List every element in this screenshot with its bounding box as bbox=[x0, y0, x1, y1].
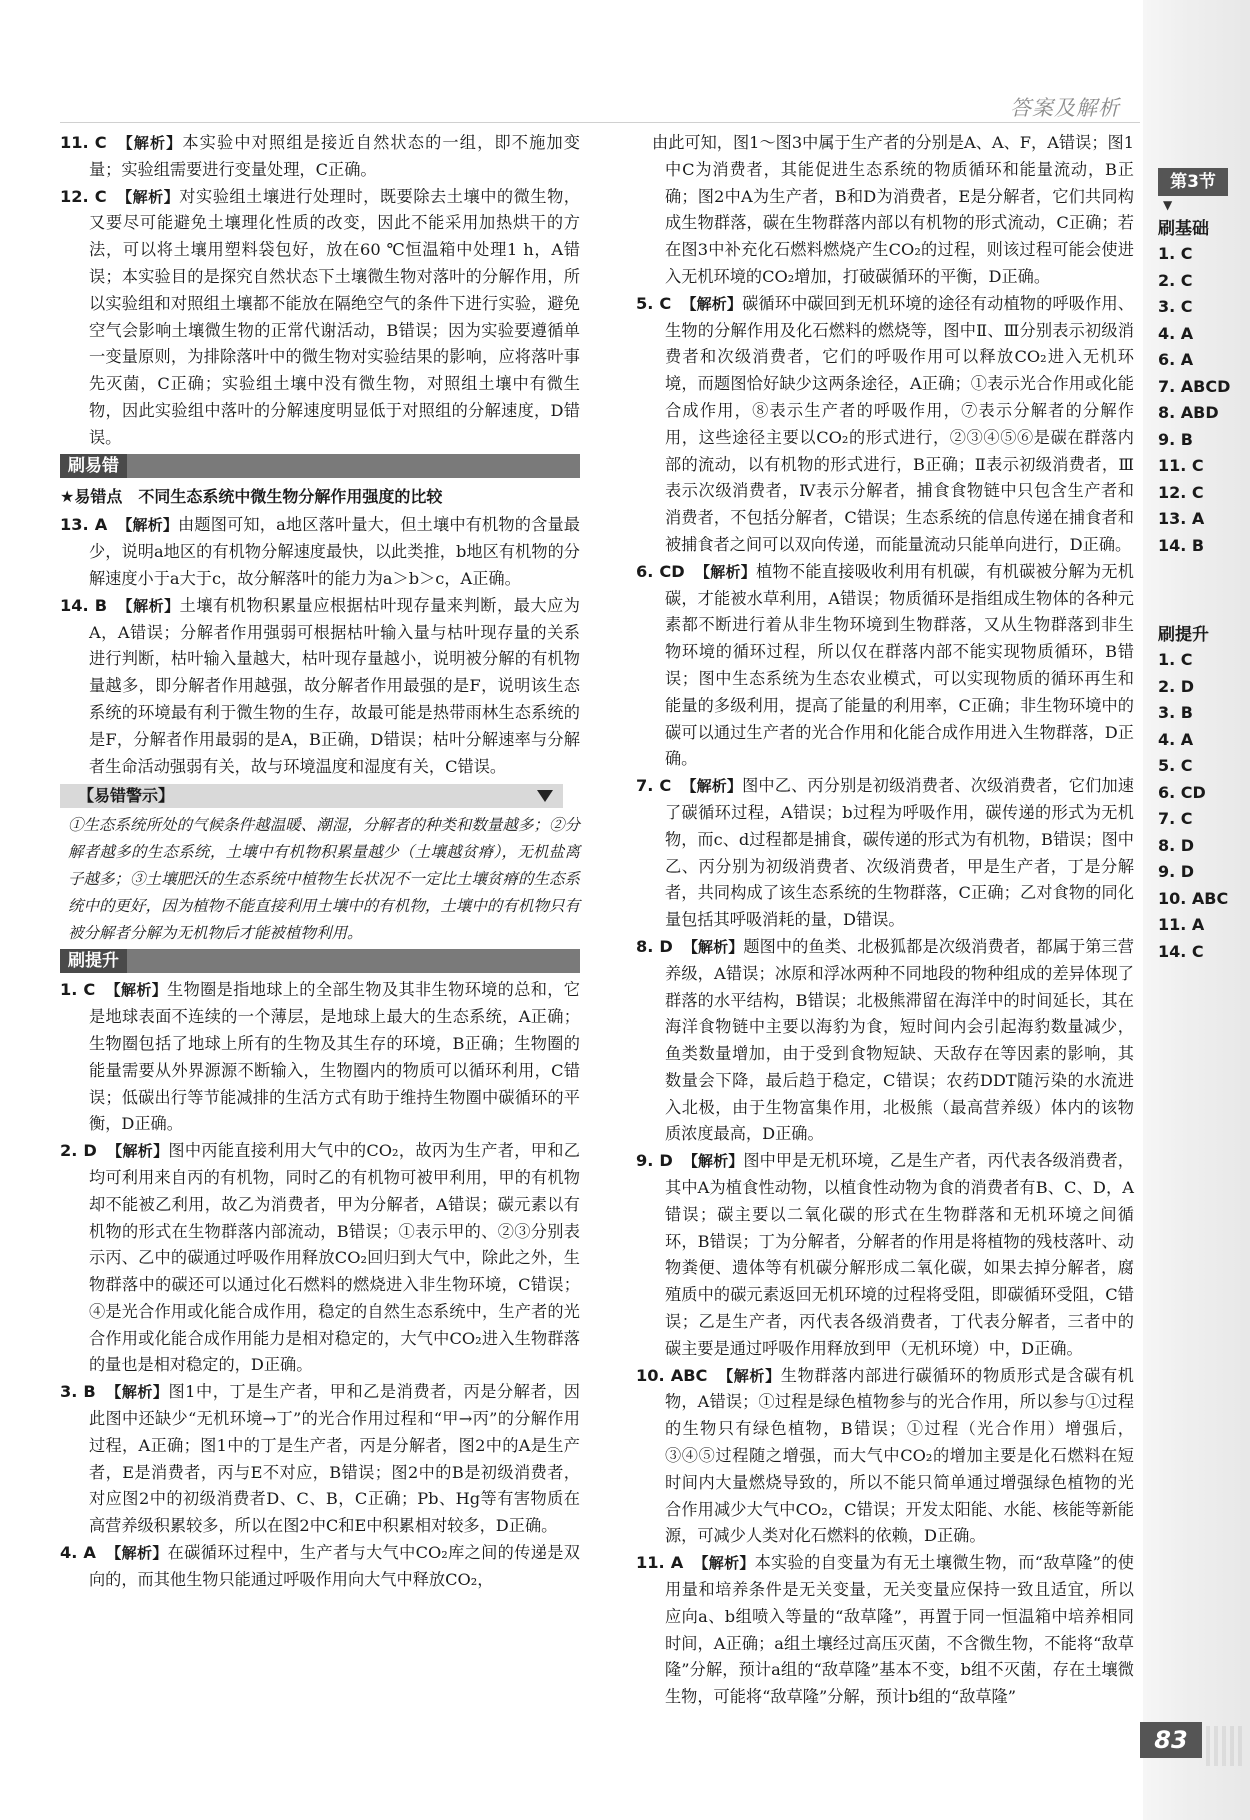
sidebar-answer: 13. A bbox=[1158, 509, 1205, 528]
item-number: 1. bbox=[60, 980, 78, 1000]
answer-item bbox=[636, 773, 1134, 934]
right-items bbox=[636, 130, 1134, 1711]
improve-items bbox=[60, 977, 580, 1593]
item-text: 由此可知，图1～图3中属于生产者的分别是A、A、F，A错误；图1中C为消费者，其能促进生态系统的物质循环和能量流动，B正确；图2中A为生产者，B和D为消费者，E是分解者，它们共同构成生物群落，碳在生物群落内部以有机物的形式流动，C正确；若在图3中补充化石燃料燃烧产生CO₂的过程，则该过程可能会使进入无机环境的CO₂增加，打破碳循环的平衡，D正确。 bbox=[652, 133, 1134, 286]
sidebar-answer: 9. D bbox=[1158, 862, 1195, 881]
item-answer: A bbox=[83, 1543, 96, 1563]
item-answer: A bbox=[94, 515, 108, 535]
item-text: 由题图可知，a地区落叶量大，但土壤中有机物的含量最少，说明a地区的有机物分解速度最快，以此类推，b地区有机物的分解速度小于a大于c，故分解落叶的能力为a＞b＞c，A正确。 bbox=[89, 515, 580, 588]
easy-error-items bbox=[60, 512, 580, 780]
sidebar-answer: 7. C bbox=[1158, 809, 1193, 828]
warning-text: ①生态系统所处的气候条件越温暖、潮湿，分解者的种类和数量越多；②分解者越多的生态系统，土壤中有机物积累量越少（土壤越贫瘠），无机盐离子越多；③土壤肥沃的生态系统中植物生长状况不一定比土壤贫瘠的生态系统中的更好，因为植物不能直接利用土壤中的有机物，土壤中的有机物只有被分解者分解为无机物后才能被植物利用。 bbox=[68, 816, 580, 943]
warning-title: 【易错警示】 bbox=[78, 786, 175, 806]
item-tag: 【解析】 bbox=[105, 981, 168, 1000]
item-text: 碳循环中碳回到无机环境的途径有动植物的呼吸作用、生物的分解作用及化石燃料的燃烧等，图中Ⅱ、Ⅲ分别表示初级消费者和次级消费者，它们的呼吸作用可以释放CO₂进入无机环境，而题图恰好缺少这两条途径，A正确；①表示光合作用或化能合成作用，⑧表示生产者的呼吸作用，⑦表示分解者的分解作用，这些途径主要以CO₂的形式进行，②③④⑤⑥是碳在群落内部的流动，以有机物的形式进行，B正确；Ⅱ表示初级消费者，Ⅲ表示次级消费者，Ⅳ表示分解者，捕食食物链中只包含生产者和消费者，不包括分解者，C错误；生态系统的信息传递在捕食者和被捕食者之间可以双向传递，而能量流动只能单向进行，D正确。 bbox=[665, 293, 1134, 554]
sidebar-answer: 1. C bbox=[1158, 244, 1193, 263]
answer-item bbox=[636, 934, 1134, 1148]
sidebar-improve-title: 刷提升 bbox=[1158, 625, 1209, 645]
answer-item bbox=[636, 1550, 1134, 1711]
item-answer: B bbox=[94, 595, 108, 615]
sidebar-answer: 6. A bbox=[1158, 350, 1194, 369]
sidebar-answer: 3. C bbox=[1158, 297, 1193, 316]
item-number: 11. bbox=[636, 1553, 665, 1573]
sidebar-basic-group bbox=[1158, 214, 1230, 559]
answer-item bbox=[60, 184, 580, 452]
item-number: 12. bbox=[60, 186, 89, 206]
item-tag: 【解析】 bbox=[105, 1544, 168, 1563]
item-number: 2. bbox=[60, 1141, 78, 1161]
answer-item bbox=[60, 1138, 580, 1379]
item-tag: 【解析】 bbox=[682, 937, 744, 956]
sidebar-answer: 3. B bbox=[1158, 703, 1193, 722]
sidebar-answer: 11. C bbox=[1158, 456, 1204, 475]
warning-bar bbox=[60, 784, 563, 808]
item-number: 13. bbox=[60, 515, 89, 535]
item-tag: 【解析】 bbox=[106, 1142, 169, 1161]
item-text: 对实验组土壤进行处理时，既要除去土壤中的微生物，又要尽可能避免土壤理化性质的改变，因此不能采用加热烘干的方法，可以将土壤用塑料袋包好，放在60 ℃恒温箱中处理1 h，A错误；本实验目的是探究自然状态下土壤微生物对落叶的分解作用，所以实验组和对照组土壤都不能放在隔绝空气的条件下进行实验，避免空气会影响土壤微生物的正常代谢活动，B错误；因为实验要遵循单一变量原则，为排除落叶中的微生物对实验结果的影响，应将落叶事先灭菌，C正确；实验组土壤中没有微生物，对照组土壤中有微生物，因此实验组中落叶的分解速度明显低于对照组的分解速度，D错误。 bbox=[89, 186, 580, 447]
item-text: 土壤有机物积累量应根据枯叶现存量来判断，最大应为A，A错误；分解者作用强弱可根据枯叶输入量与枯叶现存量的关系进行判断，枯叶输入量越大，枯叶现存量越小，说明被分解的有机物量越多，即分解者作用越强，故分解者作用最强的是F，说明该生态系统的环境最有利于微生物的生存，故最可能是热带雨林生态系统的是F，分解者作用最弱的是A，B正确，D错误；枯叶分解速率与分解者生命活动强弱有关，故与环境温度和湿度有关，C错误。 bbox=[89, 595, 580, 776]
sidebar-answer: 7. ABCD bbox=[1158, 376, 1231, 396]
item-text: 本实验的自变量为有无土壤微生物，而“敌草隆”的使用量和培养条件是无关变量，无关变量应保持一致且适宜，所以应向a、b组喷入等量的“敌草隆”，再置于同一恒温箱中培养相同时间，A正确；a组土壤经过高压灭菌，不含微生物，不能将“敌草隆”分解，预计a组的“敌草隆”基本不变，b组不灭菌，存在土壤微生物，可能将“敌草隆”分解，预计b组的“敌草隆” bbox=[665, 1553, 1134, 1707]
sidebar-answer: 8. D bbox=[1158, 835, 1195, 855]
item-answer: C bbox=[94, 186, 107, 206]
section-improve bbox=[60, 949, 580, 973]
sidebar-answer: 8. ABD bbox=[1158, 403, 1219, 422]
answer-item bbox=[60, 977, 580, 1138]
answer-item bbox=[636, 291, 1134, 559]
answer-item bbox=[60, 130, 580, 184]
item-tag: 【解析】 bbox=[117, 516, 179, 535]
triangle-down-icon bbox=[537, 790, 553, 802]
sidebar-answer: 2. C bbox=[1158, 270, 1193, 290]
sidebar-answer: 9. B bbox=[1158, 429, 1193, 449]
sidebar-answer: 11. A bbox=[1158, 915, 1205, 934]
item-number: 14. bbox=[60, 595, 89, 615]
sidebar-answer: 2. D bbox=[1158, 676, 1195, 696]
item-tag: 【解析】 bbox=[105, 1383, 169, 1402]
item-tag: 【解析】 bbox=[117, 596, 180, 615]
answer-item bbox=[60, 512, 580, 592]
item-number: 4. bbox=[60, 1543, 78, 1563]
left-top-items bbox=[60, 130, 580, 452]
answer-item bbox=[636, 1363, 1134, 1551]
item-text: 题图中的鱼类、北极狐都是次级消费者，都属于第三营养级，A错误；冰原和浮冰两种不同地段的物种组成的差异体现了群落的水平结构，B错误；北极熊滞留在海洋中的时间延长，其在海洋食物链中主要以海豹为食，短时间内会引起海豹数量减少，鱼类数量增加，由于受到食物短缺、天敌存在等因素的影响，其数量会下降，最后趋于稳定，C错误；农药DDT随污染的水流进入北极，由于生物富集作用，北极熊（最高营养级）体内的该物质浓度最高，D正确。 bbox=[665, 936, 1134, 1144]
item-number: 10. bbox=[636, 1365, 665, 1385]
item-answer: A bbox=[670, 1553, 684, 1573]
item-answer: D bbox=[659, 1151, 673, 1171]
item-number: 11. bbox=[60, 133, 89, 152]
item-tag: 【解析】 bbox=[116, 187, 180, 206]
item-tag: 【解析】 bbox=[681, 777, 743, 796]
answer-item bbox=[60, 593, 580, 781]
item-tag: 【解析】 bbox=[682, 1152, 744, 1171]
item-answer: CD bbox=[659, 561, 685, 581]
decorative-dots bbox=[1206, 1726, 1246, 1766]
item-answer: C bbox=[83, 980, 96, 1000]
item-text: 图中乙、丙分别是初级消费者、次级消费者，它们加速了碳循环过程，A错误；b过程为呼吸作用，碳传递的形式为无机物，而c、d过程都是捕食，碳传递的形式为有机物，B错误；图中乙、丙分别为初级消费者、次级消费者，甲是生产者，丁是分解者，共同构成了该生态系统的生物群落，C正确；乙对食物的同化量包括其呼吸消耗的量，D错误。 bbox=[665, 776, 1134, 930]
header-rule bbox=[60, 122, 1140, 123]
item-answer: D bbox=[659, 936, 673, 956]
item-text: 图中丙能直接利用大气中的CO₂，故丙为生产者，甲和乙均可利用来自丙的有机物，同时乙的有机物可被甲利用，甲的有机物却不能被乙利用，故乙为消费者，甲为分解者，A错误；碳元素以有机物的形式在生物群落内部流动，B错误；①表示甲的、②③分别表示丙、乙中的碳通过呼吸作用释放CO₂回归到大气中，除此之外，生物群落中的碳还可以通过化石燃料的燃烧进入非生物环境，C错误；④是光合作用或化能合成作用，稳定的自然生态系统中，生产者的光合作用或化能合成作用能力是相对稳定的，大气中CO₂进入生物群落的量也是相对稳定的，D正确。 bbox=[89, 1141, 580, 1375]
item-text: 生物群落内部进行碳循环的物质形式是含碳有机物，A错误；①过程是绿色植物参与的光合作用，所以参与①过程的生物只有绿色植物，B错误；①过程（光合作用）增强后，③④⑤过程随之增强，而大气中CO₂的增加主要是化石燃料在短时间内大量燃烧导致的，所以不能只简单通过增强绿色植物的光合作用减少大气中CO₂，C错误；开发太阳能、水能、核能等新能源，可减少人类对化石燃料的依赖，D正确。 bbox=[665, 1365, 1134, 1546]
item-number: 6. bbox=[636, 561, 654, 581]
answer-item bbox=[636, 559, 1134, 773]
sidebar-basic-title: 刷基础 bbox=[1158, 219, 1209, 239]
item-tag: 【解析】 bbox=[681, 294, 743, 313]
sidebar-answer: 1. C bbox=[1158, 650, 1193, 669]
item-number: 8. bbox=[636, 936, 654, 956]
item-text: 在碳循环过程中，生产者与大气中CO₂库之间的传递是双向的，而其他生物只能通过呼吸作用向大气中释放CO₂， bbox=[89, 1543, 580, 1589]
right-column bbox=[636, 130, 1134, 1711]
item-text: 本实验中对照组是接近自然状态的一组，即不施加变量；实验组需要进行变量处理，C正确。 bbox=[89, 133, 580, 179]
sidebar-arrow-icon: ▼ bbox=[1163, 198, 1173, 212]
section-improve-label: 刷提升 bbox=[60, 949, 127, 973]
easy-error-point: ★易错点 不同生态系统中微生物分解作用强度的比较 bbox=[60, 486, 443, 506]
sidebar-answer: 6. CD bbox=[1158, 782, 1206, 802]
sidebar-answer: 14. C bbox=[1158, 941, 1204, 961]
item-answer: C bbox=[94, 133, 107, 152]
sidebar-answer: 5. C bbox=[1158, 756, 1193, 775]
item-text: 图中甲是无机环境，乙是生产者，丙代表各级消费者，其中A为植食性动物，以植食性动物为食的消费者有B、C、D，A错误；碳主要以二氧化碳的形式在生物群落和无机环境之间循环，B错误；丁为分解者，分解者的作用是将植物的残枝落叶、动物粪便、遗体等有机碳分解形成二氧化碳，如果去掉分解者，腐殖质中的碳元素返回无机环境的过程将受阻，即碳循环受阻，C错误；乙是生产者，丙代表各级消费者，丁代表分解者，三者中的碳主要是通过呼吸作用释放到甲（无机环境）中，D正确。 bbox=[665, 1151, 1134, 1358]
answer-item bbox=[636, 1148, 1134, 1362]
item-answer: C bbox=[659, 776, 672, 796]
section-easy-error-label: 刷易错 bbox=[60, 454, 127, 478]
answer-item bbox=[60, 1540, 580, 1594]
sidebar-section-badge: 第3节 bbox=[1158, 168, 1228, 196]
sidebar-answer: 12. C bbox=[1158, 482, 1204, 502]
sidebar-basic-list bbox=[1158, 241, 1230, 559]
item-number: 5. bbox=[636, 293, 654, 313]
item-answer: B bbox=[83, 1382, 96, 1402]
item-answer: ABC bbox=[670, 1365, 708, 1385]
page-number: 83 bbox=[1140, 1722, 1202, 1758]
sidebar-answer: 10. ABC bbox=[1158, 888, 1229, 908]
sidebar-answer: 14. B bbox=[1158, 535, 1205, 555]
sidebar-answer: 4. A bbox=[1158, 729, 1194, 749]
item-answer: D bbox=[83, 1141, 97, 1161]
item-number: 7. bbox=[636, 776, 654, 796]
item-text: 图1中，丁是生产者，甲和乙是消费者，丙是分解者，因此图中还缺少“无机环境→丁”的光合作用过程和“甲→丙”的分解作用过程，A正确；图1中的丁是生产者，丙是分解者，图2中的A是生产者，E是消费者，丙与E不对应，B错误；图2中的B是初级消费者，对应图2中的初级消费者D、C、B，C正确；Pb、Hg等有害物质在高营养级积累较多，所以在图2中C和E中积累相对较多，D正确。 bbox=[89, 1382, 580, 1536]
item-answer: C bbox=[659, 293, 672, 313]
left-column bbox=[60, 130, 580, 1594]
item-tag: 【解析】 bbox=[693, 1554, 755, 1573]
item-text: 植物不能直接吸收利用有机碳，有机碳被分解为无机碳，才能被水草利用，A错误；物质循环是指组成生物体的各种元素都不断进行着从非生物环境到生物群落，又从生物群落到非生物环境的循环过程，所以仅在群落内部不能实现物质循环，B错误；图中生态系统为生态农业模式，可以实现物质的循环再生和能量的多级利用，提高了能量的利用率，C正确；非生物环境中的碳可以通过生产者的光合作用和化能合成作用进入生物群落，D正确。 bbox=[665, 561, 1134, 769]
sidebar-answer: 4. A bbox=[1158, 323, 1194, 343]
item-tag: 【解析】 bbox=[116, 134, 183, 152]
item-number: 3. bbox=[60, 1382, 78, 1402]
section-easy-error bbox=[60, 454, 580, 478]
item-number: 9. bbox=[636, 1151, 654, 1171]
sidebar-improve-list bbox=[1158, 647, 1228, 965]
item-tag: 【解析】 bbox=[717, 1366, 781, 1385]
sidebar-improve-group bbox=[1158, 620, 1228, 965]
item-text: 生物圈是指地球上的全部生物及其非生物环境的总和，它是地球表面不连续的一个薄层，是地球上最大的生态系统，A正确；生物圈包括了地球上所有的生物及其生存的环境，B正确；生物圈的能量需要从外界源源不断输入，生物圈内的物质可以循环利用，C错误；低碳出行等节能减排的生活方式有助于维持生物圈中碳循环的平衡，D正确。 bbox=[89, 980, 580, 1134]
item-tag: 【解析】 bbox=[694, 562, 757, 581]
answer-item bbox=[60, 1379, 580, 1540]
page-header: 答案及解析 bbox=[1010, 96, 1120, 120]
answer-item bbox=[636, 130, 1134, 291]
